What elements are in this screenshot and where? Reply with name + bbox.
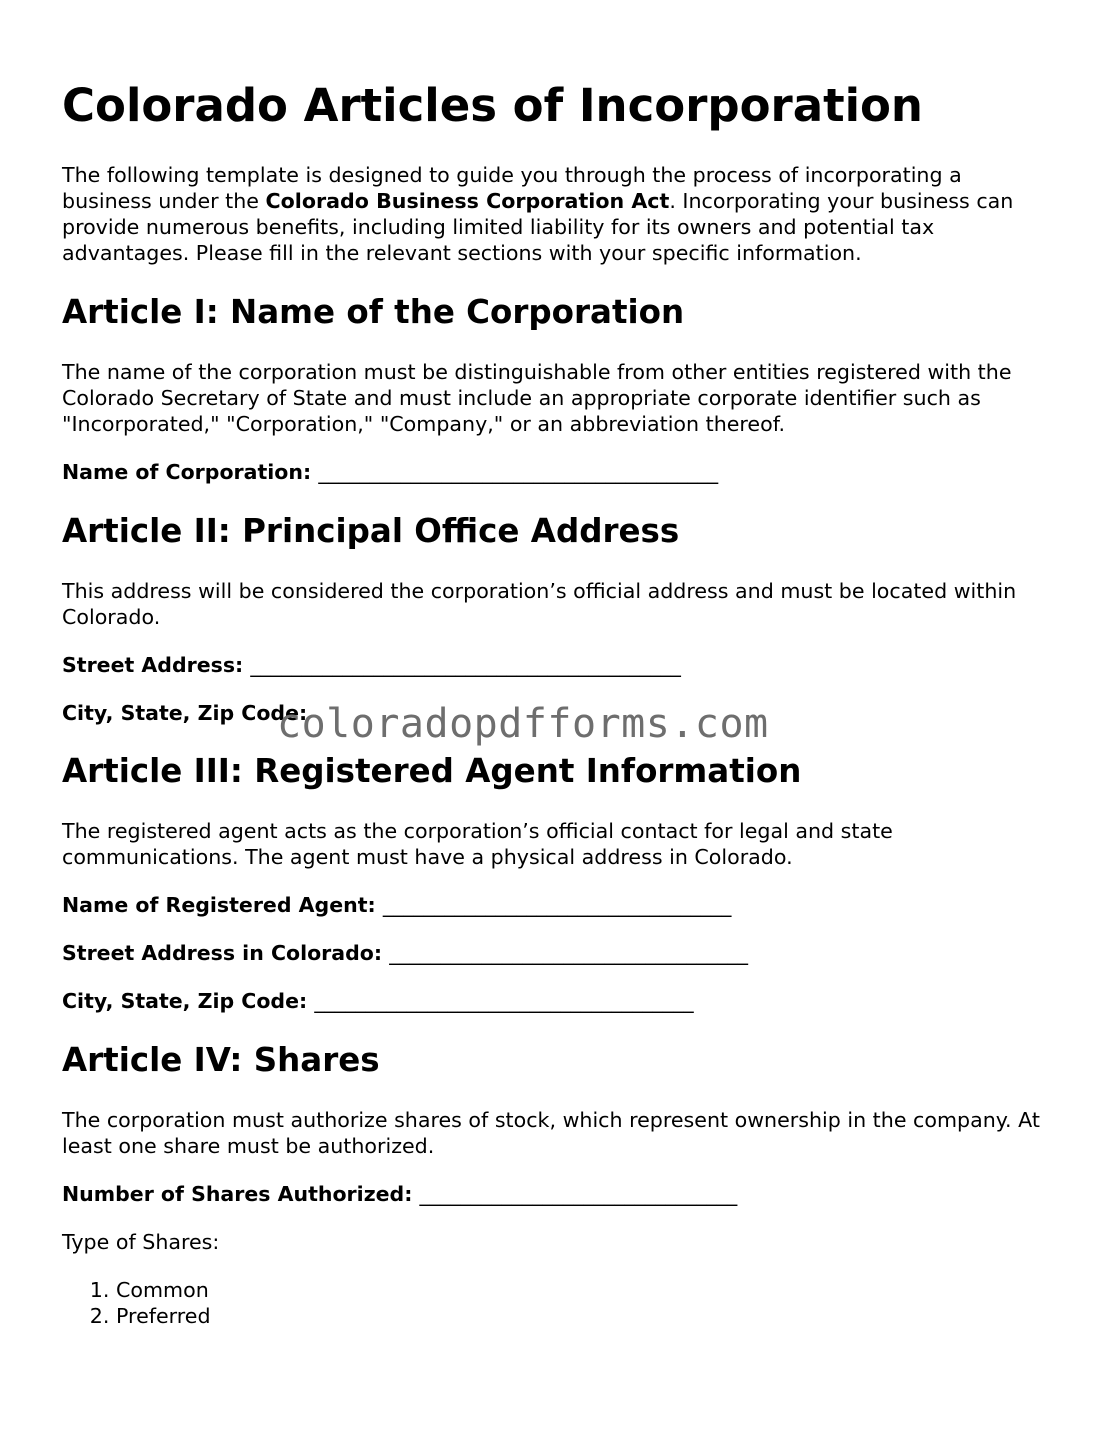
corporation-name-field[interactable] — [62, 459, 718, 485]
shares-number-line[interactable]: _______________________________ — [419, 1182, 738, 1206]
article-2-heading: Article II: Principal Office Address — [62, 512, 680, 550]
agent-city-field[interactable] — [62, 988, 694, 1014]
article-3-heading: Article III: Registered Agent Information — [62, 752, 802, 790]
corporation-name-label: Name of Corporation: — [62, 460, 312, 484]
article-2-text: This address will be considered the corporation’s official address and must be located within Colorado. — [62, 579, 1017, 629]
corporation-name-line[interactable]: _______________________________________ — [318, 460, 719, 484]
article-4-heading: Article IV: Shares — [62, 1041, 380, 1079]
office-street-label: Street Address: — [62, 653, 244, 677]
agent-street-label: Street Address in Colorado: — [62, 941, 383, 965]
article-3-text: The registered agent acts as the corporation’s official contact for legal and state communications. The agent must have a physical address in Colorado. — [62, 819, 893, 869]
article-1-heading: Article I: Name of the Corporation — [62, 293, 685, 331]
intro-paragraph — [62, 162, 1057, 266]
article-1-text: The name of the corporation must be distinguishable from other entities registered with the Colorado Secretary of State and must include an appropriate corporate identifier such as "Incorporated," "Corporation," "Company," or an abbreviation thereof. — [62, 360, 1012, 436]
list-item: 2. Preferred — [116, 1303, 211, 1329]
office-street-line[interactable]: __________________________________________ — [250, 653, 681, 677]
intro-act-name: Colorado Business Corporation Act — [265, 189, 670, 213]
intro-text-end: . Incorporating your business can provide numerous benefits, including limited liability for its owners and potential tax advantages. Please fill in the relevant sections with your specific information. — [62, 189, 1014, 265]
article-4-text: The corporation must authorize shares of stock, which represent ownership in the company. At least one share must be authorized. — [62, 1108, 1040, 1158]
watermark-text: coloradopdfforms.com — [277, 701, 769, 747]
shares-number-label: Number of Shares Authorized: — [62, 1182, 413, 1206]
shares-type-label: Type of Shares: — [62, 1230, 220, 1254]
shares-type-list — [62, 1277, 211, 1329]
agent-city-line[interactable]: _____________________________________ — [314, 989, 694, 1013]
office-street-field[interactable] — [62, 652, 681, 678]
agent-name-label: Name of Registered Agent: — [62, 893, 376, 917]
agent-street-field[interactable] — [62, 940, 748, 966]
page-title: Colorado Articles of Incorporation — [62, 79, 923, 132]
list-item: 1. Common — [116, 1277, 211, 1303]
intro-text-start: The following template is designed to guide you through the process of incorporating a business under the — [62, 163, 962, 213]
agent-name-field[interactable] — [62, 892, 731, 918]
agent-name-line[interactable]: __________________________________ — [382, 893, 732, 917]
shares-number-field[interactable] — [62, 1181, 737, 1207]
office-city-field[interactable] — [62, 700, 307, 726]
office-city-label: City, State, Zip Code: — [62, 701, 308, 725]
agent-city-label: City, State, Zip Code: — [62, 989, 308, 1013]
agent-street-line[interactable]: ___________________________________ — [389, 941, 748, 965]
